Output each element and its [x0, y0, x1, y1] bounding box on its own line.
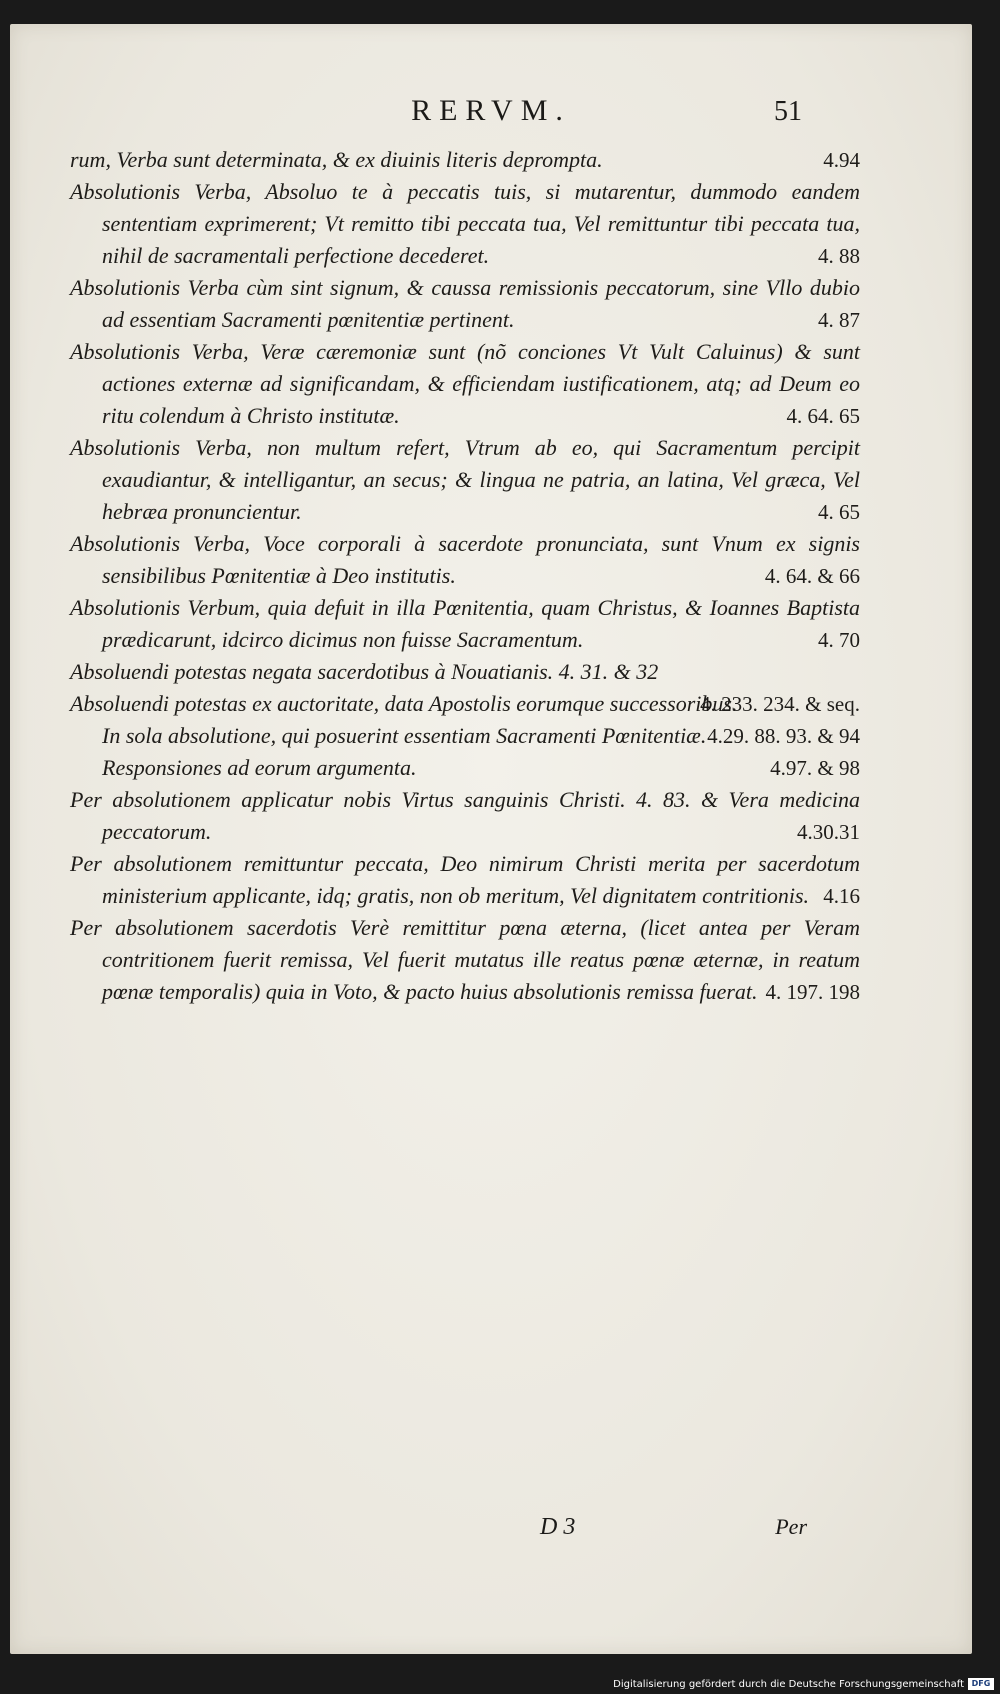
entry-text: Absoluendi potestas ex auctoritate, data Apostolis eorumque successoribus. — [70, 691, 738, 716]
index-entry — [70, 656, 860, 688]
index-entry — [70, 592, 860, 656]
page-number: 51 — [774, 96, 802, 127]
entry-reference: 4. 233. 234. & seq. — [700, 692, 860, 716]
index-entry — [70, 432, 860, 528]
entry-reference: 4.94 — [823, 148, 860, 172]
entry-text: Absolutionis Verbum, quia defuit in illa Pœnitentia, quam Christus, & Ioannes Baptista prædicarunt, idcirco dicimus non fuisse Sacramentum. — [70, 595, 860, 652]
signature-mark: D 3 — [540, 1514, 576, 1540]
entry-text: Absolutionis Verba, non multum refert, Vtrum ab eo, qui Sacramentum percipit exaudiantur, & intelligantur, an secus; & lingua ne patria, an latina, Vel græca, Vel hebræa pronuncientur. — [70, 435, 860, 524]
entry-text: Absolutionis Verba, Voce corporali à sacerdote pronunciata, sunt Vnum ex signis sensibilibus Pœnitentiæ à Deo institutis. — [70, 531, 860, 588]
index-entry — [70, 336, 860, 432]
page-footer — [10, 1514, 972, 1548]
index-entry — [70, 752, 860, 784]
entry-text: Per absolutionem remittuntur peccata, Deo nimirum Christi merita per sacerdotum ministerium applicante, idq; gratis, non ob meritum, Vel dignitatem contritionis. — [70, 851, 860, 908]
entry-reference: 4. 70 — [818, 628, 860, 652]
entry-text: In sola absolutione, qui posuerint essentiam Sacramenti Pœnitentiæ. — [102, 723, 707, 748]
entry-text: Per absolutionem applicatur nobis Virtus sanguinis Christi. 4. 83. & Vera medicina peccatorum. — [70, 787, 860, 844]
entry-text: rum, Verba sunt determinata, & ex diuinis literis deprompta. — [70, 147, 603, 172]
catchword: Per — [775, 1514, 807, 1539]
digitization-credit — [613, 1678, 994, 1690]
entry-reference: 4.97. & 98 — [770, 756, 860, 780]
index-entry — [70, 528, 860, 592]
index-entries — [70, 144, 860, 1008]
dfg-logo-icon: DFG — [968, 1678, 994, 1690]
index-entry — [70, 176, 860, 272]
index-entry — [70, 720, 860, 752]
entry-text: Absolutionis Verba, Veræ cæremoniæ sunt (nõ conciones Vt Vult Caluinus) & sunt actiones externæ ad significandam, & efficiendam iustificationem, atq; ad Deum eo ritu colendum à Christo institutæ. — [70, 339, 860, 428]
index-entry — [70, 784, 860, 848]
entry-text: Absoluendi potestas negata sacerdotibus à Nouatianis. 4. 31. & 32 — [70, 659, 659, 684]
entry-reference: 4. 87 — [818, 308, 860, 332]
page-header — [10, 94, 972, 134]
entry-reference: 4. 88 — [818, 244, 860, 268]
entry-text: Per absolutionem sacerdotis Verè remittitur pœna æterna, (licet antea per Veram contritionem fuerit remissa, Vel fuerit mutatus ille reatus pœnæ æternæ, in reatum pœnæ temporalis) quia in Voto, & pacto huius absolutionis remissa fuerat. — [70, 915, 860, 1004]
entry-text: Responsiones ad eorum argumenta. — [102, 755, 417, 780]
credit-text: Digitalisierung gefördert durch die Deutsche Forschungsgemeinschaft — [613, 1678, 964, 1690]
index-entry — [70, 912, 860, 1008]
entry-reference: 4. 64. 65 — [786, 404, 860, 428]
book-page — [10, 24, 972, 1654]
index-entry — [70, 144, 860, 176]
entry-text: Absolutionis Verba, Absoluo te à peccatis tuis, si mutarentur, dummodo eandem sententiam exprimerent; Vt remitto tibi peccata tua, Vel remittuntur tibi peccata tua, nihil de sacramentali perfectione decederet. — [70, 179, 860, 268]
entry-reference: 4. 64. & 66 — [764, 564, 860, 588]
entry-reference: 4. 197. 198 — [765, 980, 860, 1004]
entry-reference: 4.30.31 — [797, 820, 860, 844]
running-head: RERVM. — [411, 94, 571, 127]
index-entry — [70, 272, 860, 336]
entry-text: Absolutionis Verba cùm sint signum, & caussa remissionis peccatorum, sine Vllo dubio ad essentiam Sacramenti pœnitentiæ pertinent. — [70, 275, 860, 332]
index-entry — [70, 848, 860, 912]
index-entry — [70, 688, 860, 720]
entry-reference: 4.29. 88. 93. & 94 — [707, 724, 860, 748]
entry-reference: 4.16 — [823, 884, 860, 908]
entry-reference: 4. 65 — [818, 500, 860, 524]
